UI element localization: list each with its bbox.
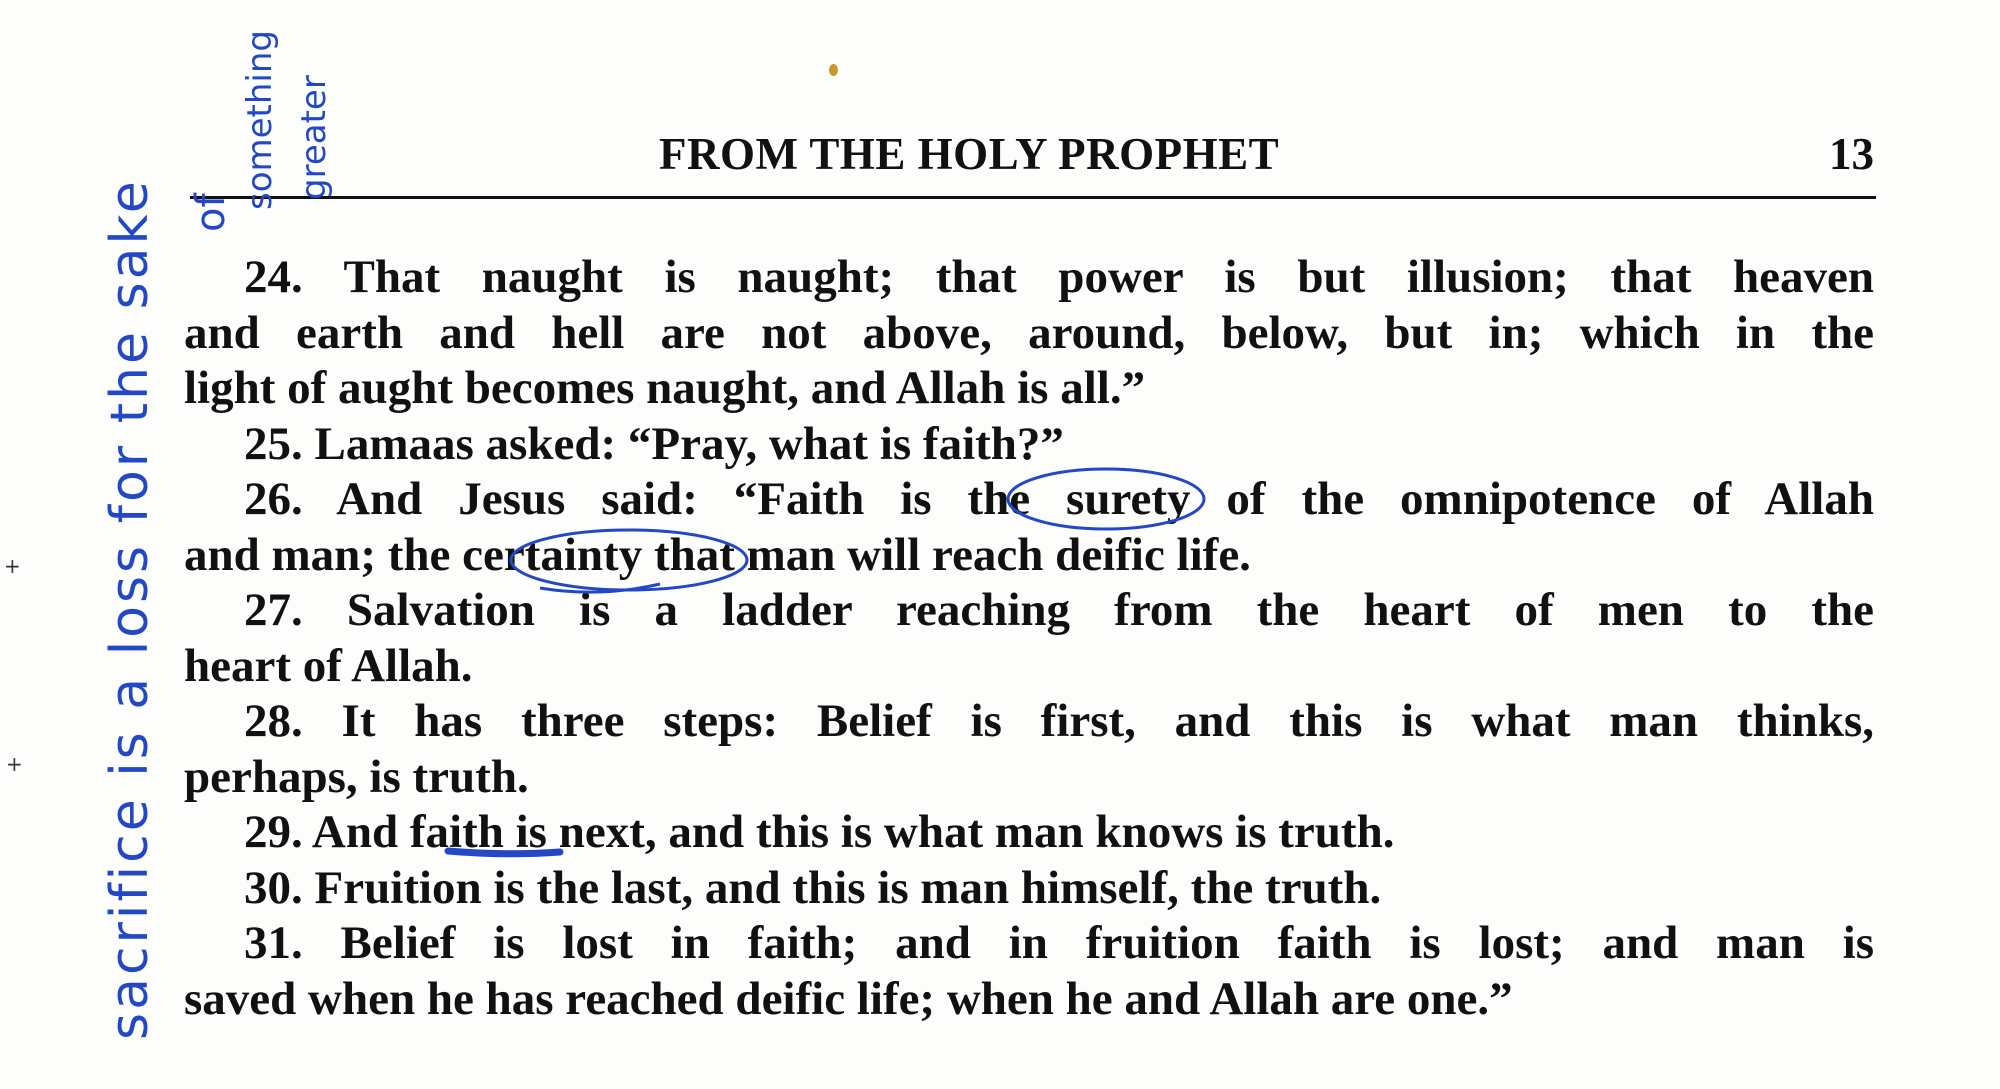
verse-line: 26. And Jesus said: “Faith is the surety of the omnipotence of Allah (244, 473, 1874, 525)
paper-speck (829, 64, 838, 76)
margin-tick: + (4, 554, 21, 578)
verse-line: and earth and hell are not above, around, below, but in; which in the (184, 306, 1874, 359)
margin-tick: + (6, 752, 23, 776)
page-number: 13 (1829, 129, 1874, 179)
verse-line: 30. Fruition is the last, and this is man himself, the truth. (244, 861, 1382, 914)
verse-line: and man; the certainty that man will reach deific life. (184, 528, 1251, 581)
verse-line: heart of Allah. (184, 639, 473, 692)
verse-line: 29. And faith is next, and this is what man knows is truth. (244, 806, 1395, 858)
verse-line: perhaps, is truth. (184, 750, 529, 803)
margin-note-something: something (240, 29, 280, 210)
verse-line: 31. Belief is lost in faith; and in fruition faith is lost; and man is (244, 917, 1874, 969)
margin-note-of: of (188, 193, 234, 232)
verse-line: saved when he has reached deific life; when he and Allah are one.” (184, 972, 1513, 1025)
header-title: FROM THE HOLY PROPHET (659, 129, 1280, 179)
header-rule (190, 196, 1876, 199)
running-header (184, 128, 1874, 198)
verse-line: 25. Lamaas asked: “Pray, what is faith?” (244, 417, 1064, 470)
margin-note-greater: greater (294, 75, 334, 200)
verse-line: 27. Salvation is a ladder reaching from the heart of men to the (244, 584, 1874, 636)
verse-line: 24. That naught is naught; that power is but illusion; that heaven (244, 251, 1874, 303)
verse-line: light of aught becomes naught, and Allah is all.” (184, 362, 1146, 414)
margin-note-main: sacrifice is a loss for the sake (100, 178, 160, 1040)
verse-line: 28. It has three steps: Belief is first, and this is what man thinks, (244, 695, 1874, 747)
verse-block (184, 250, 1874, 1027)
